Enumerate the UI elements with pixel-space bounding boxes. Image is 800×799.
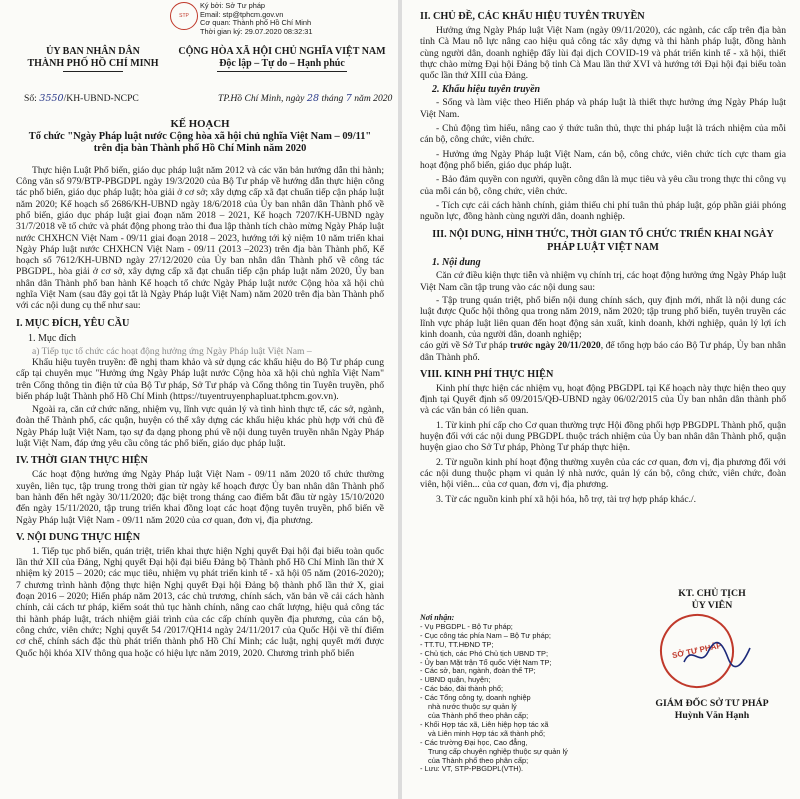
date-suffix: năm 2020: [354, 93, 393, 104]
section-2-paragraph: Hưởng ứng Ngày Pháp luật Việt Nam (ngày 09/11/2020), các ngành, các cấp trên địa bàn tỉnh Cà Mau nỗ lực nâng cao hiệu quả công tác xây dựng và thi hành pháp luật, đồng hành cùng người dân, doanh nghiệp đẩy lùi đại dịch COVID-19 và phát triển kinh tế - xã hội, thiết thực chào mừng Đại hội Đảng bộ tỉnh Cà Mau lần thứ XVI và hướng tới Đại hội đại biểu toàn quốc lần thứ XIII của Đảng.: [420, 25, 786, 82]
tail-text-a: cáo gửi về Sở Tư pháp: [420, 340, 511, 352]
section-3-heading: III. NỘI DUNG, HÌNH THỨC, THỜI GIAN TỔ CHỨC TRIỂN KHAI NGÀY PHÁP LUẬT VIỆT NAM: [432, 229, 774, 254]
recipient-item: - Cục công tác phía Nam – Bộ Tư pháp;: [420, 630, 551, 640]
slogan-item: - Tích cực cải cách hành chính, giảm thiểu chi phí tuân thủ pháp luật, góp phần giải phóng nguồn lực, đồng hành cùng người dân, doanh nghiệp.: [420, 199, 786, 223]
signer-name: Huỳnh Văn Hạnh: [674, 710, 750, 721]
left-page: [0, 0, 398, 799]
section-5-heading: V. NỘI DUNG THỰC HIỆN: [16, 531, 141, 543]
signature-line: Thời gian ký: 29.07.2020 08:32:31: [200, 26, 313, 36]
nation-name: CỘNG HÒA XÃ HỘI CHỦ NGHĨA VIỆT NAM: [178, 46, 386, 57]
doc-number-prefix: Số:: [24, 93, 37, 104]
recipient-item: - Chủ tịch, các Phó Chủ tịch UBND TP;: [420, 648, 549, 658]
funding-item: 2. Từ nguồn kinh phí hoạt động thường xuyên của các cơ quan, đơn vị, địa phương đối với các nội dung thuộc phạm vi quản lý nhà nước, quản lý cán bộ, công chức, viên chức, đoàn viên, hội viên... của cơ quan, đơn vị, địa phương.: [420, 456, 786, 491]
signature-line: Cơ quan: Thành phố Hồ Chí Minh: [200, 18, 312, 28]
tail-deadline: trước ngày 20/11/2020: [510, 340, 601, 352]
left-body: [16, 118, 384, 659]
recipients-label: Nơi nhận:: [420, 613, 455, 622]
recipient-item: - UBND quận, huyện;: [420, 675, 491, 685]
section-8-paragraph: Kinh phí thực hiện các nhiệm vụ, hoạt động PBGDPL tại Kế hoạch này thực hiện theo quy định tại Quyết định số 09/2015/QĐ-UBND ngày 06/02/2015 của Ủy ban nhân dân thành phố và các văn bản có liên quan.: [420, 382, 786, 417]
date-month: 7: [345, 93, 352, 104]
sign-position: GIÁM ĐỐC SỞ TƯ PHÁP: [655, 698, 769, 709]
handwritten-signature-icon: [682, 640, 752, 670]
recipient-item: - Lưu: VT, STP-PBGDPL(VTH).: [420, 764, 524, 774]
document-subtitle-2: trên địa bàn Thành phố Hồ Chí Minh năm 2020: [93, 143, 307, 155]
section-8-heading: VIII. KINH PHÍ THỰC HIỆN: [420, 368, 554, 380]
section-4-paragraph: Các hoạt động hưởng ứng Ngày Pháp luật Việt Nam - 09/11 năm 2020 tổ chức thường xuyên, liên tục, tập trung trong thời gian từ ngày kế hoạch được Ủy ban nhân dân Thành phố ban hành đến hết ngày 30/11/2020; đặc biệt trong tháng cao điểm bắt đầu từ ngày 15/10/2020 đến ngày 15/11/2020, tập trung triển khai đồng loạt các hoạt động tuyên truyền, phổ biến về Ngày Pháp luật Việt Nam - 09/11 năm 2020 của cơ quan, đơn vị, địa phương.: [16, 469, 384, 526]
right-page: [402, 0, 800, 799]
section-1-heading: I. MỤC ĐÍCH, YÊU CẦU: [16, 317, 130, 329]
national-header: [178, 46, 386, 72]
intro-paragraph: Thực hiện Luật Phổ biến, giáo dục pháp luật năm 2012 và các văn bản hướng dẫn thi hành; Công văn số 979/BTP-PBGDPL ngày 19/3/2020 của Bộ Tư pháp về hướng dẫn thực hiện công tác phổ biến, giáo dục pháp luật; hòa giải ở cơ sở; xây dựng cấp xã đạt chuẩn tiếp cận pháp luật năm 2020; Kế hoạch số 2686/KH-UBND ngày 18/6/2018 của Ủy ban nhân dân Thành phố về phổ biến, giáo dục pháp luật giai đoạn năm 2018 – 2021, Kế hoạch 7207/KH-UBND ngày 31/7/2018 về tổ chức và phát động phong trào thi đua lập thành tích chào mừng Ngày Pháp luật nước CHXHCN Việt Nam - 09/11 giai đoạn 2018 – 2023, hướng tới kỷ niệm 10 năm triển khai Ngày Pháp luật nước CHXHCN Việt Nam - 09/11 (2013 –2023) trên địa bàn Thành phố, Kế hoạch số 7612/KH-UBND ngày 27/12/2020 của Ủy ban nhân dân Thành phố về công tác PBGDPL, hòa giải ở cơ sở, xây dựng cấp xã đạt chuẩn tiếp cận pháp luật năm 2020, Ủy ban nhân dân Thành phố ban hành Kế hoạch tổ chức Ngày Pháp luật nước Cộng hòa xã hội chủ nghĩa Việt Nam (sau đây gọi tắt là Ngày Pháp luật Việt Nam) năm 2020 trên địa bàn Thành phố với các nội dung cụ thể như sau:: [16, 164, 384, 312]
org-line-2: THÀNH PHỐ HỒ CHÍ MINH: [27, 58, 159, 69]
recipient-item: - Các trường Đại học, Cao đẳng,: [420, 737, 528, 747]
section-3-bullet: - Tập trung quán triệt, phổ biến nội dung chính sách, quy định mới, nhất là nội dung các luật được Quốc hội thông qua trong năm 2019, năm 2020; tập trung phổ biến, tuyên truyền các lĩnh vực pháp luật liên quan đến hoạt động sản xuất, kinh doanh, khởi nghiệp, quản lý lợi ích kinh doanh, của người dân, doanh nghiệp;: [420, 295, 786, 340]
slogan-item: - Bảo đảm quyền con người, quyền công dân là mục tiêu và yêu cầu trong thực thi công vụ của mỗi cán bộ, công chức, viên chức.: [420, 174, 786, 197]
slogan-item: - Hưởng ứng Ngày Pháp luật Việt Nam, cán bộ, công chức, viên chức tích cực tham gia hoạt động phổ biến, giáo dục pháp luật.: [420, 148, 786, 171]
recipient-item: Trung cấp chuyên nghiệp thuộc sự quản lý: [428, 746, 568, 756]
funding-item: 1. Từ kinh phí cấp cho Cơ quan thường trực Hội đồng phối hợp PBGDPL Thành phố, quận huyện đối với các nội dung PBGDPL thuộc trách nhiệm của Ủy ban nhân dân Thành phố, quận huyện giao cho Sở Tư pháp, Phòng Tư pháp thực hiện.: [420, 419, 786, 454]
section-3-tail: [420, 340, 786, 363]
signature-line: Ký bởi: Sở Tư pháp: [200, 1, 266, 10]
document-subtitle-1: Tổ chức "Ngày Pháp luật nước Cộng hòa xã hội chủ nghĩa Việt Nam – 09/11": [28, 131, 372, 142]
recipients-list: [420, 614, 610, 774]
digital-signature-seal-icon: STP: [170, 2, 198, 30]
recipient-item: - Ủy ban Mặt trận Tổ quốc Việt Nam TP;: [420, 657, 552, 667]
stamp-text: SỞ TƯ PHÁP: [671, 640, 723, 661]
date-mid: tháng: [321, 93, 344, 104]
recipient-item: và Liên minh Hợp tác xã thành phố;: [428, 728, 546, 738]
recipient-item: của Thành phố theo phân cấp;: [428, 755, 529, 765]
tail-text-b: , để tổng hợp báo cáo Bộ Tư pháp, Ủy ban nhân dân Thành phố.: [420, 340, 786, 363]
document-date: [218, 93, 392, 104]
section-5-paragraph: 1. Tiếp tục phổ biến, quán triệt, triển khai thực hiện Nghị quyết Đại hội đại biểu toàn quốc lần thứ XII của Đảng, Nghị quyết Đại hội đại biểu Đảng bộ Thành phố Hồ Chí Minh lần thứ X nhiệm kỳ 2015 – 2020; các mục tiêu, nhiệm vụ phát triển kinh tế - xã hội 05 năm (2016-2020); 7 chương trình hành động thực hiện Nghị quyết Đại hội Đảng bộ thành phố lần thứ X, giai đoạn 2016 – 2020; Hiến pháp năm 2013, các chủ trương, chính sách, văn bản về cải cách hành chính, cải cách tư pháp, kiểm soát thủ tục hành chính, nâng cao chất lượng, hiệu quả công tác thi hành pháp luật, trách nhiệm giải trình của các cấp chính quyền địa phương, của cán bộ, công chức, viên chức; Nghị quyết 54 /2017/QH14 ngày 24/11/2017 của Quốc Hội về thí điểm cơ chế, chính sách đặc thù phát triển thành phố Hồ Chí Minh; các luật, nghị quyết mới được Quốc hội khóa XIV thông qua hoặc có hiệu lực năm 2019, 2020. Chương trình phổ biến: [16, 545, 384, 659]
recipient-item: nhà nước thuộc sự quản lý: [428, 702, 517, 712]
recipient-item: - Các sở, ban, ngành, đoàn thể TP;: [420, 666, 536, 676]
recipient-item: - TT.TU, TT.HĐND TP;: [420, 639, 494, 649]
signature-line: Email: stp@tphcm.gov.vn: [200, 9, 284, 19]
date-day: 28: [306, 93, 320, 104]
section-3-paragraph: Căn cứ điều kiện thực tiễn và nhiệm vụ chính trị, các hoạt động hưởng ứng Ngày Pháp luật Việt Nam cần tập trung vào các nội dung sau:: [420, 270, 786, 293]
section-4-heading: IV. THỜI GIAN THỰC HIỆN: [16, 455, 148, 467]
recipient-item: của Thành phố theo phân cấp;: [428, 710, 529, 720]
date-prefix: TP.Hồ Chí Minh, ngày: [218, 93, 305, 104]
funding-item: 3. Từ các nguồn kinh phí xã hội hóa, hỗ trợ, tài trợ hợp pháp khác./.: [436, 493, 697, 505]
section-2-heading: II. CHỦ ĐỀ, CÁC KHẨU HIỆU TUYÊN TRUYỀN: [420, 11, 645, 22]
section-3-subheading: 1. Nội dung: [432, 257, 481, 269]
digital-signature-box: [200, 2, 313, 36]
slogan-paragraph: Khẩu hiệu tuyên truyền: đề nghị tham khảo và sử dụng các khẩu hiệu do Bộ Tư pháp cung cấp tại chuyên mục "Hưởng ứng Ngày Pháp luật nước Cộng hòa xã hội chủ nghĩa Việt Nam" trên Cổng thông tin điện tử của Bộ Tư pháp, Sở Tư pháp và Cổng thông tin Tuyên truyền, phổ biến pháp luật Thành phố Hồ Chí Minh (https://tuyentruyenphapluat.tphcm.gov.vn).: [16, 356, 384, 402]
document-title: KẾ HOẠCH: [170, 118, 230, 130]
recipient-item: - Các Tổng công ty, doanh nghiệp: [420, 693, 531, 703]
section-1-subheading: 1. Mục đích: [28, 332, 77, 344]
recipient-item: - Khối Hợp tác xã, Liên hiệp hợp tác xã: [420, 719, 549, 729]
extra-paragraph: Ngoài ra, căn cứ chức năng, nhiệm vụ, lĩnh vực quản lý và tình hình thực tế, các sở, ngành, đoàn thể Thành phố, các quận, huyện có thể xây dựng các khẩu hiệu khác phù hợp với chủ đề Ngày Pháp luật Việt Nam, tạo sự đa dạng phong phú về nội dung tuyên truyền nhân Ngày Pháp luật Việt Nam, đáp ứng yêu cầu công tác phổ biến, giáo dục pháp luật.: [16, 404, 384, 450]
recipient-item: - Vụ PBGDPL - Bộ Tư pháp;: [420, 621, 513, 631]
slogan-item: - Sống và làm việc theo Hiến pháp và pháp luật là thiết thực hưởng ứng Ngày Pháp luật Việt Nam.: [420, 97, 786, 120]
section-1-item-a: a) Tiếp tục tổ chức các hoạt động hưởng ứng Ngày Pháp luật Việt Nam –: [32, 345, 312, 357]
org-line-1: ỦY BAN NHÂN DÂN: [46, 46, 140, 57]
sign-title-2: ỦY VIÊN: [691, 600, 733, 611]
slogan-item: - Chủ động tìm hiểu, nâng cao ý thức tuân thủ, thực thi pháp luật là trách nhiệm của mỗi cán bộ, công chức, viên chức.: [420, 123, 786, 146]
doc-number-suffix: /KH-UBND-NCPC: [63, 93, 139, 104]
divider: [63, 71, 123, 72]
doc-number-value: 3550: [39, 93, 64, 104]
right-body: [420, 4, 786, 505]
issuing-authority: [18, 46, 168, 72]
section-2-subheading: 2. Khẩu hiệu tuyên truyền: [432, 84, 541, 96]
sign-title-1: KT. CHỦ TỊCH: [678, 588, 746, 599]
motto: Độc lập – Tự do – Hạnh phúc: [219, 58, 345, 69]
divider: [217, 71, 347, 72]
recipient-item: - Các báo, đài thành phố;: [420, 684, 503, 694]
document-number: [24, 93, 139, 104]
